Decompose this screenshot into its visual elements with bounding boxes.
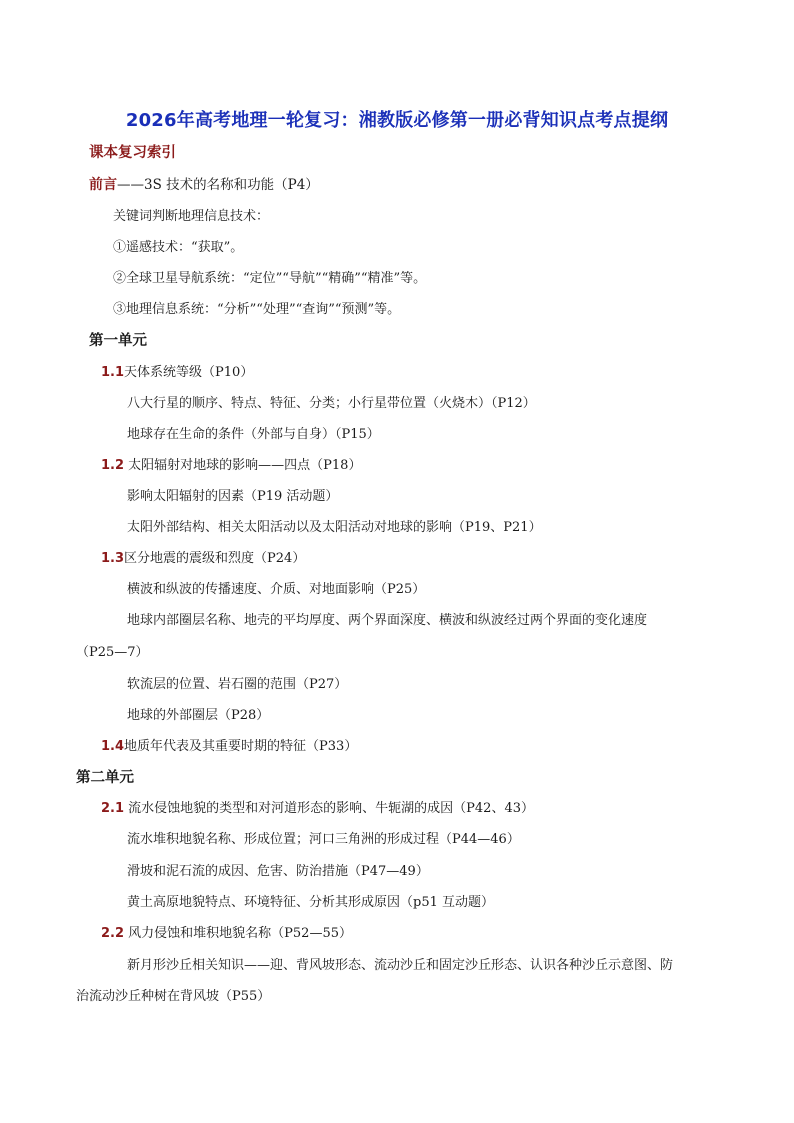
- list-item: 新月形沙丘相关知识——迎、背风坡形态、流动沙丘和固定沙丘形态、认识各种沙丘示意图、防: [127, 958, 674, 973]
- section-title: 风力侵蚀和堆积地貌名称（P52—55）: [124, 926, 352, 941]
- list-item: 影响太阳辐射的因素（P19 活动题）: [127, 489, 339, 504]
- section-1-4: [101, 738, 357, 756]
- list-item: 流水堆积地貌名称、形成位置；河口三角洲的形成过程（P44—46）: [127, 832, 520, 847]
- section-number: 2.1: [101, 801, 125, 816]
- document-title: 2026年高考地理一轮复习：湘教版必修第一册必背知识点考点提纲: [125, 110, 669, 131]
- list-item: 滑坡和泥石流的成因、危害、防治措施（P47—49）: [127, 864, 429, 879]
- list-item: 地球存在生命的条件（外部与自身）（P15）: [127, 427, 380, 442]
- section-number: 1.1: [101, 365, 125, 380]
- section-2-1: [101, 800, 534, 818]
- section-2-2: [101, 925, 352, 943]
- list-item-continuation: （P25—7）: [76, 645, 149, 660]
- section-number: 2.2: [101, 926, 125, 941]
- index-heading: 课本复习索引: [89, 144, 176, 161]
- preface-label: 前言: [89, 177, 117, 193]
- preface-item: 关键词判断地理信息技术：: [113, 209, 270, 224]
- list-item: 地球内部圈层名称、地壳的平均厚度、两个界面深度、横波和纵波经过两个界面的变化速度: [127, 613, 648, 628]
- list-item: 地球的外部圈层（P28）: [127, 708, 270, 723]
- section-1-1: [101, 364, 253, 382]
- section-number: 1.3: [101, 551, 125, 566]
- section-number: 1.2: [101, 458, 125, 473]
- section-title: 流水侵蚀地貌的类型和对河道形态的影响、牛轭湖的成因（P42、43）: [124, 801, 534, 816]
- unit2-heading: 第二单元: [76, 769, 134, 786]
- list-item: 软流层的位置、岩石圈的范围（P27）: [127, 677, 348, 692]
- section-title: 太阳辐射对地球的影响——四点（P18）: [124, 458, 362, 473]
- preface-item: ②全球卫星导航系统：“定位”“导航”“精确”“精准”等。: [113, 271, 427, 286]
- preface-item: ①遥感技术：“获取”。: [113, 240, 244, 255]
- preface-line: [89, 176, 319, 194]
- section-1-2: [101, 457, 361, 475]
- list-item-continuation: 治流动沙丘种树在背风坡（P55）: [76, 989, 271, 1004]
- section-number: 1.4: [101, 739, 125, 754]
- list-item: 黄土高原地貌特点、环境特征、分析其形成原因（p51 互动题）: [127, 895, 494, 910]
- list-item: 横波和纵波的传播速度、介质、对地面影响（P25）: [127, 582, 426, 597]
- section-title: 天体系统等级（P10）: [124, 365, 254, 380]
- section-title: 区分地震的震级和烈度（P24）: [124, 551, 306, 566]
- section-title: 地质年代表及其重要时期的特征（P33）: [124, 739, 358, 754]
- unit1-heading: 第一单元: [89, 332, 147, 349]
- list-item: 太阳外部结构、相关太阳活动以及太阳活动对地球的影响（P19、P21）: [127, 520, 542, 535]
- preface-item: ③地理信息系统：“分析”“处理”“查询”“预测”等。: [113, 302, 401, 317]
- section-1-3: [101, 550, 305, 568]
- list-item: 八大行星的顺序、特点、特征、分类；小行星带位置（火烧木）（P12）: [127, 396, 536, 411]
- preface-text: ——3S 技术的名称和功能（P4）: [117, 177, 319, 193]
